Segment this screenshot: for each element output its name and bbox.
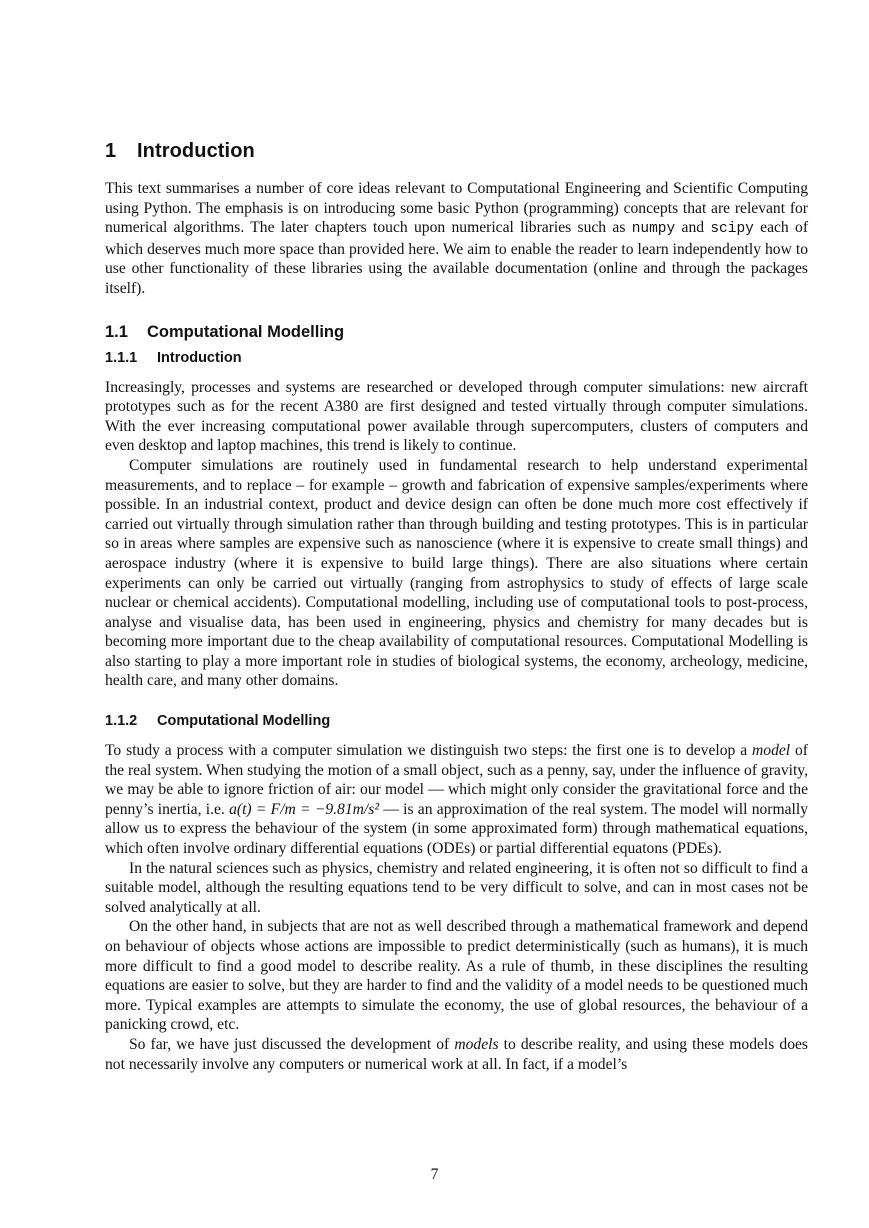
paragraph: Increasingly, processes and systems are researched or developed through computer simulations: new aircraft prototypes such as for the recent A380 are first designed and tested virtually through computer simulations. With the ever increasing computational power available through supercomputers, clusters of computers and even desktop and laptop machines, this trend is likely to continue. (105, 378, 808, 455)
equation: a(t) = F/m = −9.81m/s² (229, 800, 379, 818)
section-heading (105, 140, 808, 163)
text-span: to describe reality, and using these models does not necessarily involve any computers or numerical work at all. In fact, if a model’s (105, 1035, 808, 1073)
paragraph: On the other hand, in subjects that are not as well described through a mathematical framework and depend on behaviour of objects whose actions are impossible to predict deterministically (such as humans), it is much more difficult to find a good model to describe reality. As a rule of thumb, in these disciplines the resulting equations are easier to solve, but they are harder to find and the validity of a model needs to be questioned much more. Typical examples are attempts to simulate the economy, the use of global resources, the behaviour of a panicking crowd, etc. (105, 918, 808, 1034)
text-span: of the real system. When studying the motion of a small object, such as a penny, say, under the influence of gravity, we may be able to ignore friction of air: our model — which might only consider the gravitational force and the penny’s inertia, i.e. (105, 742, 809, 818)
section-number: 1 (105, 140, 117, 162)
subsubsection-heading-modelling (105, 713, 808, 729)
code-numpy: numpy (631, 221, 676, 238)
subsubsection-title: Computational Modelling (157, 713, 331, 730)
subsection-title: Computational Modelling (147, 322, 345, 341)
subsection-heading (105, 323, 808, 342)
page-content (105, 140, 808, 1074)
paragraph: In the natural sciences such as physics, chemistry and related engineering, it is often not so difficult to find a suitable model, although the resulting equations tend to be very difficult to solve, and can in most cases not be solved analytically at all. (105, 859, 808, 916)
emphasis-model: model (752, 742, 791, 760)
intro-text-2: and (675, 219, 711, 237)
code-scipy: scipy (710, 221, 754, 238)
intro-paragraph (105, 179, 808, 299)
subsubsection-number: 1.1.1 (105, 349, 138, 366)
text-span: — is an approximation of the real system. The model will normally allow us to express the behaviour of the system (in some approximated form) through mathematical equations, which often involve ordinary differential equations (ODEs) or partial differential equatons (PDEs). (105, 800, 808, 858)
paragraph (105, 741, 808, 859)
emphasis-models: models (454, 1035, 499, 1053)
section-title: Introduction (137, 140, 255, 162)
subsubsection-heading-intro (105, 350, 808, 366)
intro-text-3: each of which deserves much more space than provided here. We aim to enable the reader to learn independently how to use other functionality of these libraries using the available documentation (online and through the packages itself). (105, 219, 809, 297)
text-span: To study a process with a computer simulation we distinguish two steps: the first one is to develop a (105, 742, 753, 760)
subsection-number: 1.1 (105, 322, 128, 341)
paragraph (105, 1035, 808, 1074)
intro-text-1: This text summarises a number of core ideas relevant to Computational Engineering and Scientific Computing using Python. The emphasis is on introducing some basic Python (programming) concepts that are relevant for numerical algorithms. The later chapters touch upon numerical libraries such as (105, 180, 808, 237)
page-number: 7 (430, 1166, 439, 1183)
subsubsection-title: Introduction (157, 349, 242, 366)
text-span: So far, we have just discussed the development of (129, 1035, 455, 1053)
paragraph: Computer simulations are routinely used in fundamental research to help understand experimental measurements, and to replace – for example – growth and fabrication of expensive samples/experiments where possible. In an industrial context, product and device design can often be done much more cost effectively if carried out virtually through simulation rather than through building and testing prototypes. This is in particular so in areas where samples are expensive such as nanoscience (where it is expensive to create small things) and aerospace industry (where it is expensive to build large things). There are also situations where certain experiments can only be carried out virtually (ranging from astrophysics to study of effects of large scale nuclear or chemical accidents). Computational modelling, including use of computational tools to post-process, analyse and visualise data, has been used in engineering, physics and chemistry for many decades but is becoming more important due to the cheap availability of computational resources. Computational Modelling is also starting to play a more important role in studies of biological systems, the economy, archeology, medicine, health care, and many other domains. (105, 456, 808, 690)
subsubsection-number: 1.1.2 (105, 713, 138, 730)
